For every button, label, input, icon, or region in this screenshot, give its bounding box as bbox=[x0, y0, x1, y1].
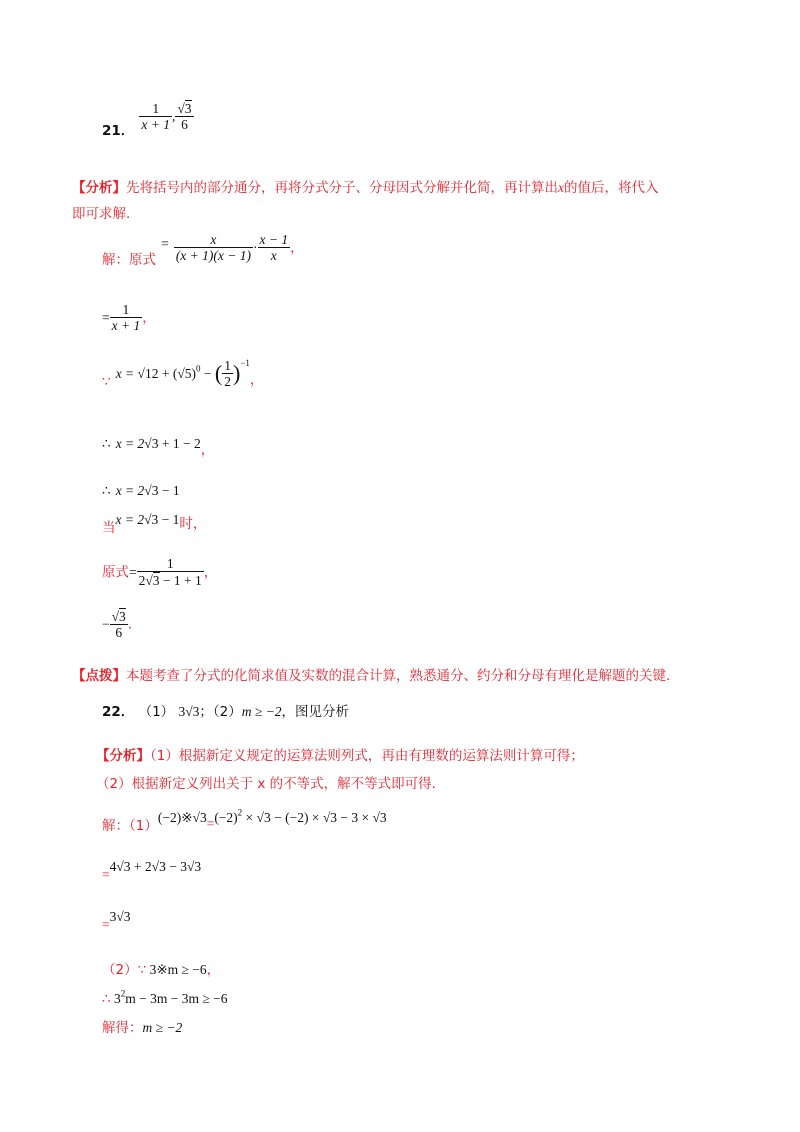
sol22-line3: $_=$3√3 bbox=[102, 909, 131, 932]
sol21-line8: − $\frac{√3}{6}$ . bbox=[102, 609, 133, 640]
sol21-step2-fraction: $\frac{1}{x + 1}$ bbox=[111, 302, 141, 333]
sol21-line6: $_当x = 2√3 - 1_{时,}$ bbox=[102, 512, 207, 536]
because-icon: ∵ bbox=[102, 374, 111, 389]
sol21-half: $\frac{1}{2}$ bbox=[224, 358, 231, 389]
sol21-line2: = $\frac{1}{x + 1}$ ， bbox=[102, 302, 156, 333]
q21-fraction-2: $\frac{√3}{6}$ bbox=[177, 101, 192, 132]
q21-answer-line: $_{21.}$ $\frac{1}{x + 1}$ , $\frac{√3}{6}$ bbox=[102, 100, 192, 139]
therefore-icon: ∴ bbox=[102, 436, 111, 451]
sol22-line2: $_=$4√3 + 2√3 − 3√3 bbox=[102, 859, 202, 882]
sol21-line1: $_{解:原式}$ = $\frac{x}{(x + 1)(x - 1)}$ · $\frac{x - 1}{x}$ ， bbox=[102, 232, 304, 268]
sol22-line1: $_{解:(1)}(-2)※√3_=(-2)^2 \times √3 - (-2) \times √3 - 3 \times √3$ bbox=[102, 807, 387, 834]
sol21-orig-fraction: $\frac{1}{2√3 - 1 + 1}$ bbox=[138, 556, 202, 588]
therefore-icon: ∴ bbox=[102, 483, 111, 498]
sol21-fraction-b: $\frac{x - 1}{x}$ bbox=[259, 232, 289, 263]
analysis21-tag: 【分析】 bbox=[72, 180, 126, 196]
sol22-line5: ∴ $3^2m - 3m - 3m \ge -6$ bbox=[102, 988, 228, 1006]
sol21-final-fraction: $\frac{√3}{6}$ bbox=[111, 609, 126, 640]
q22-answer-line: 22． （1） 3√3；（2）m ≥ −2，图见分析 bbox=[102, 704, 350, 720]
q21-fraction-1: $\frac{1}{x + 1}$ bbox=[141, 100, 170, 132]
sol21-line4: ∴ $x = 2√3 + 1 - 2_,$ bbox=[102, 436, 215, 458]
sol22-line6: 解得：m ≥ −2 bbox=[102, 1020, 183, 1036]
because-icon: ∵ bbox=[137, 962, 147, 977]
sol21-line5: ∴ x = 2√3 − 1 bbox=[102, 483, 180, 498]
q22-number: 22． bbox=[102, 704, 135, 720]
analysis22-line1: 【分析】（1）根据新定义规定的运算法则列式，再由有理数的运算法则计算可得； bbox=[96, 748, 584, 764]
analysis21-line2: 即可求解. bbox=[72, 206, 131, 222]
sol21-line3: $_\because$ $x = √12 + (√5)^0$ − ( $\frac{1}{2}$ )$^{-1}_,$ bbox=[102, 358, 264, 389]
therefore-icon: ∴ bbox=[102, 991, 111, 1006]
sol21-label: 解：原式 bbox=[102, 252, 156, 268]
tip21-line: 【点拨】本题考查了分式的化简求值及实数的混合计算，熟悉通分、约分和分母有理化是解题的关键. bbox=[72, 668, 671, 684]
analysis22-line2: （2）根据新定义列出关于 x 的不等式，解不等式即可得. bbox=[96, 776, 436, 792]
sol21-line7: 原式= $\frac{1}{2√3 - 1 + 1}$ ， bbox=[102, 556, 218, 588]
tip21-tag: 【点拨】 bbox=[72, 668, 126, 684]
q21-number: 21． bbox=[102, 122, 135, 139]
sol22-line4: （2）∵ 3※m ≥ −6， bbox=[102, 962, 221, 978]
analysis22-tag: 【分析】 bbox=[96, 748, 150, 764]
analysis21-line1: 【分析】先将括号内的部分通分，再将分式分子、分母因式分解并化简，再计算出x的值后，将代入 bbox=[72, 180, 659, 196]
sol21-fraction-a: $\frac{x}{(x + 1)(x - 1)}$ bbox=[175, 232, 251, 263]
